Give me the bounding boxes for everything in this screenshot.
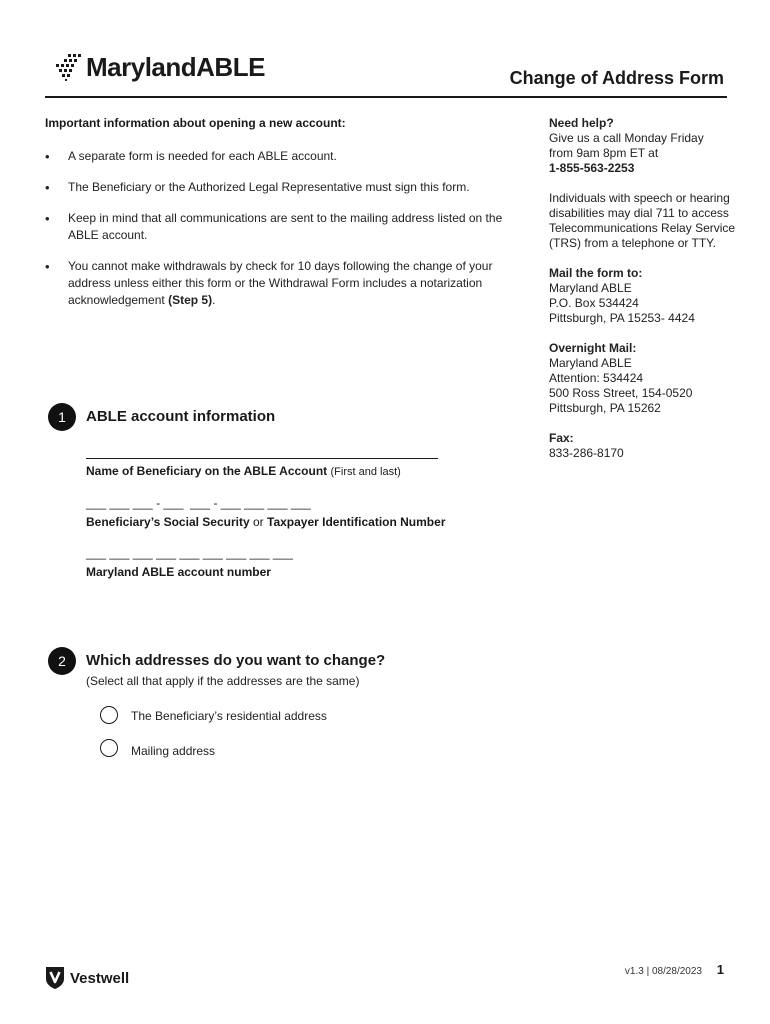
intro-bullet: • A separate form is needed for each ABLE account. xyxy=(45,148,515,165)
page-title: Change of Address Form xyxy=(509,68,724,88)
fax-number: 833-286-8170 xyxy=(549,446,624,460)
account-number-field[interactable]: ___ ___ ___ ___ ___ ___ ___ ___ ___ xyxy=(86,546,293,560)
step-2-badge: 2 xyxy=(48,647,76,675)
mail-line: Maryland ABLE xyxy=(549,281,632,295)
beneficiary-name-field[interactable] xyxy=(86,458,438,459)
overnight-line: Pittsburgh, PA 15262 xyxy=(549,401,661,415)
help-block xyxy=(549,116,739,176)
overnight-heading: Overnight Mail: xyxy=(549,341,637,355)
mail-line: Pittsburgh, PA 15253- 4424 xyxy=(549,311,695,325)
vestwell-logo xyxy=(45,966,129,990)
mailing-address-radio[interactable] xyxy=(100,739,118,757)
fax-heading: Fax: xyxy=(549,431,574,445)
mail-block xyxy=(549,266,739,326)
maryland-able-logo xyxy=(52,50,265,84)
section-2-subtitle: (Select all that apply if the addresses are the same) xyxy=(86,674,360,688)
contact-sidebar xyxy=(549,116,739,476)
bullet-text: You cannot make withdrawals by check for 10 days following the change of your address unless either this form or the Withdrawal Form includes a notarization acknowledgement xyxy=(68,259,493,307)
accessibility-text: Individuals with speech or hearing disabilities may dial 711 to access Telecommunications Relay Service (TRS) from a telephone or TTY. xyxy=(549,191,736,250)
dot-grid-logo-icon xyxy=(52,52,82,82)
name-label-text: Name of Beneficiary on the ABLE Account xyxy=(86,464,328,478)
step-1-badge: 1 xyxy=(48,403,76,431)
mailing-address-label: Mailing address xyxy=(131,744,216,758)
residential-address-radio[interactable] xyxy=(100,706,118,724)
fax-block xyxy=(549,431,739,461)
intro-bullet xyxy=(45,258,515,309)
mail-line: P.O. Box 534424 xyxy=(549,296,639,310)
version-text: v1.3 | 08/28/2023 xyxy=(624,966,702,977)
section-2-title: Which addresses do you want to change? xyxy=(86,652,386,669)
intro-bullet: • The Beneficiary or the Authorized Legal Representative must sign this form. xyxy=(45,179,515,196)
ssn-label-or: or xyxy=(252,515,264,529)
ssn-label xyxy=(86,515,445,529)
residential-address-label: The Beneficiary’s residential address xyxy=(131,709,327,723)
overnight-line: Maryland ABLE xyxy=(549,356,632,370)
logo-text: MarylandABLE xyxy=(86,51,265,82)
help-line: from 9am 8pm ET at xyxy=(549,146,659,160)
ssn-label-b: Taxpayer Identification Number xyxy=(267,515,446,529)
ssn-field[interactable]: ___ ___ ___ - ___ ___ - ___ ___ ___ ___ xyxy=(86,496,311,510)
bullet-end: . xyxy=(212,293,216,307)
accessibility-block xyxy=(549,191,739,251)
vestwell-shield-icon xyxy=(45,966,65,990)
intro-bullet: • Keep in mind that all communications are sent to the mailing address listed on the ABLE account. xyxy=(45,210,515,244)
help-heading: Need help? xyxy=(549,116,614,130)
overnight-line: 500 Ross Street, 154-0520 xyxy=(549,386,693,400)
page-number: 1 xyxy=(716,962,724,977)
header-divider xyxy=(45,96,727,98)
account-number-label: Maryland ABLE account number xyxy=(86,565,271,579)
name-hint: (First and last) xyxy=(330,466,401,478)
help-phone: 1-855-563-2253 xyxy=(549,161,635,175)
mail-heading: Mail the form to: xyxy=(549,266,643,280)
intro-bullet-list xyxy=(45,148,515,323)
beneficiary-name-label xyxy=(86,464,401,478)
ssn-label-a: Beneficiary’s Social Security xyxy=(86,515,250,529)
intro-heading: Important information about opening a new account: xyxy=(45,116,346,130)
overnight-line: Attention: 534424 xyxy=(549,371,644,385)
overnight-block xyxy=(549,341,739,416)
section-1-title: ABLE account information xyxy=(86,408,276,425)
bullet-step-ref: (Step 5) xyxy=(168,293,213,307)
help-line: Give us a call Monday Friday xyxy=(549,131,704,145)
vestwell-text: Vestwell xyxy=(70,969,130,987)
